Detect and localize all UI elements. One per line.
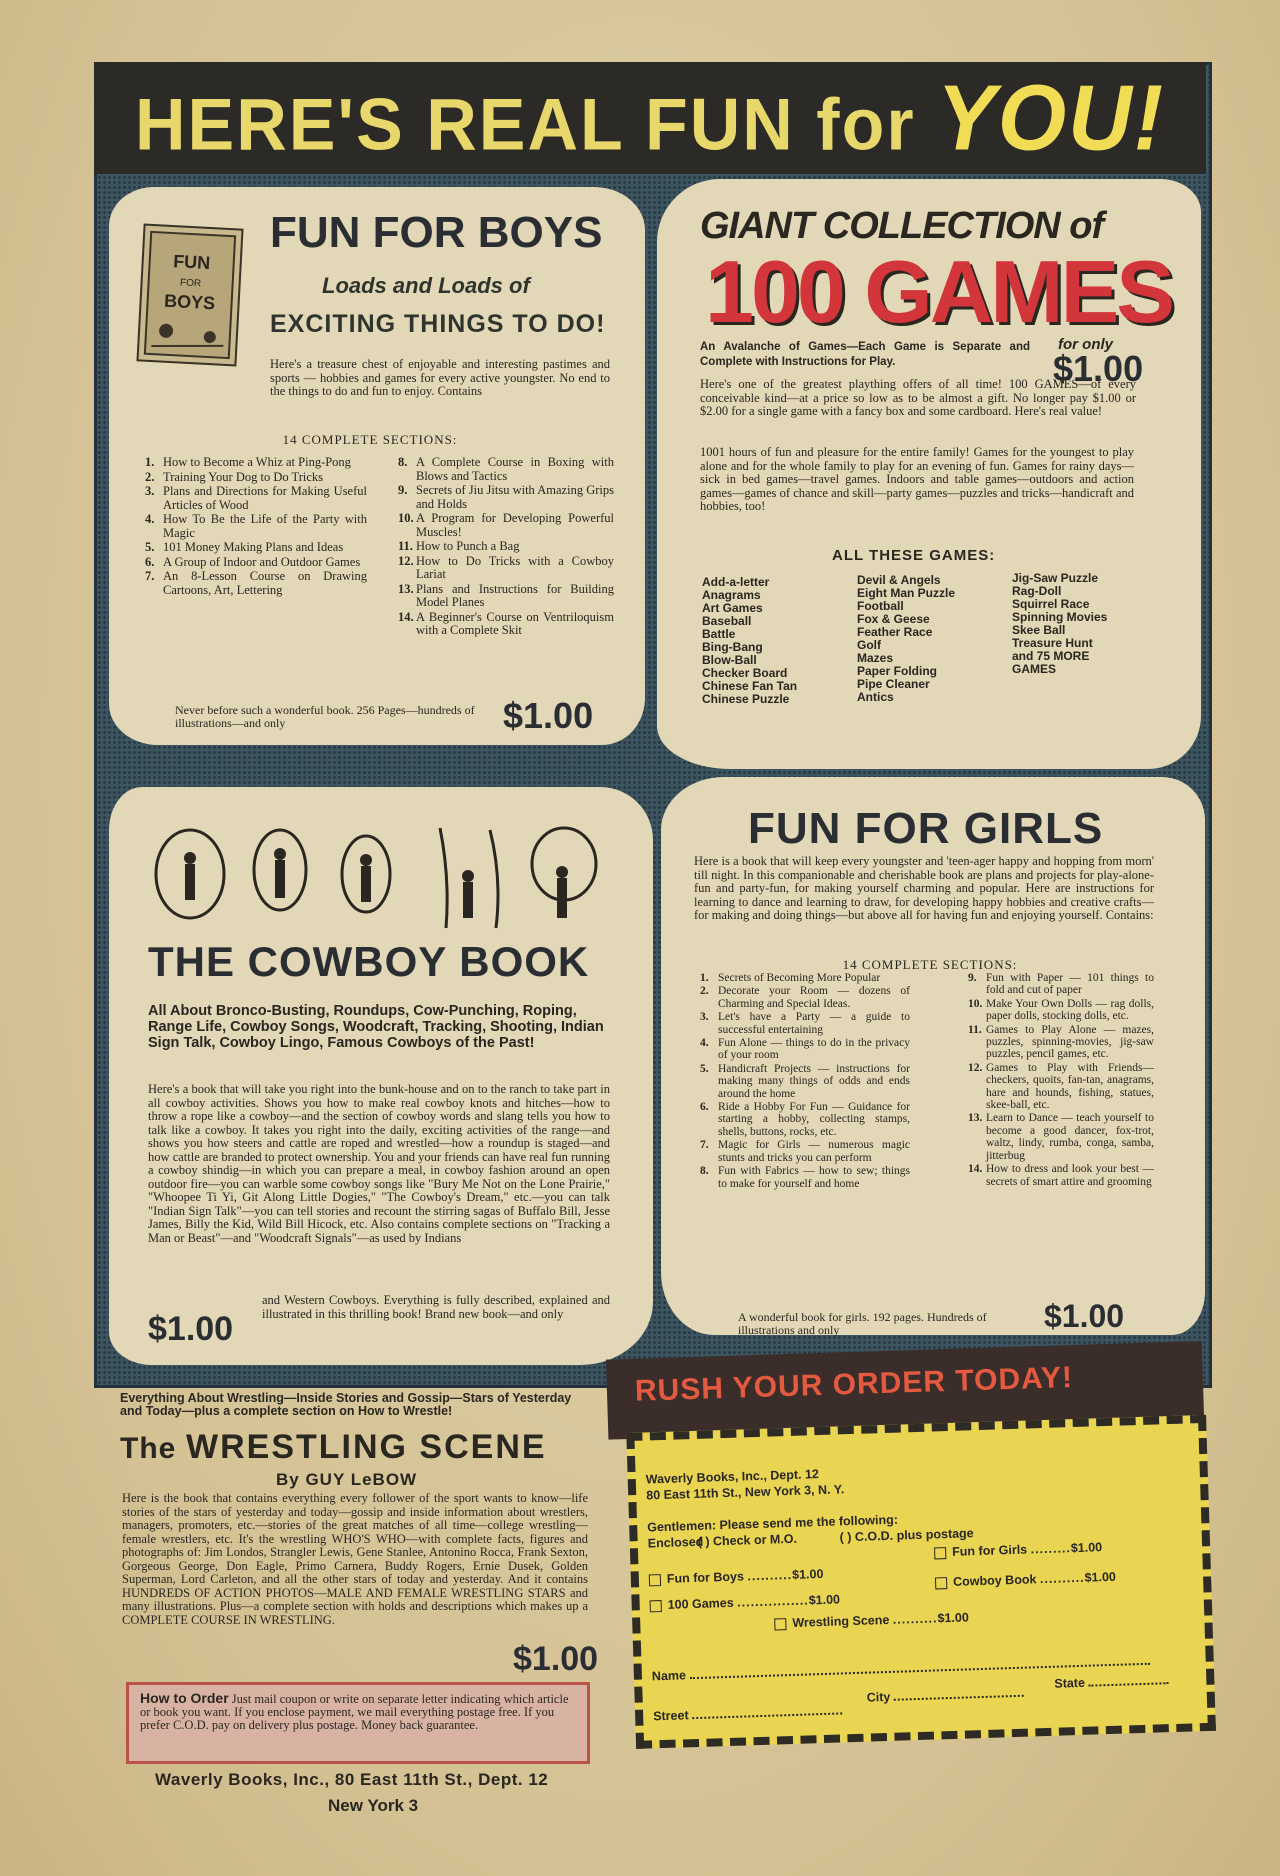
cowboy-book-label: Cowboy Book bbox=[952, 1572, 1037, 1589]
girls-section-item bbox=[700, 1139, 910, 1164]
wrestling-title-article: The bbox=[120, 1432, 177, 1465]
game-item: Antics bbox=[857, 690, 894, 704]
checkbox-icon[interactable] bbox=[934, 1547, 946, 1559]
svg-text:FUN: FUN bbox=[172, 251, 211, 273]
game-item: Paper Folding bbox=[857, 664, 938, 678]
girls-section-item bbox=[968, 972, 1154, 997]
game-item: Bing-Bang bbox=[702, 640, 763, 654]
list-text: Fun Alone — things to do in the privacy of your room bbox=[718, 1037, 910, 1062]
boys-section-item bbox=[398, 611, 614, 638]
list-number: 10. bbox=[968, 997, 983, 1010]
coupon-address-line2: 80 East 11th St., New York 3, N. Y. bbox=[646, 1482, 845, 1503]
game-item: Pipe Cleaner bbox=[857, 677, 930, 691]
list-text: A Program for Developing Powerful Muscles! bbox=[416, 511, 614, 539]
game-item: Golf bbox=[857, 638, 881, 652]
girls-section-item bbox=[700, 985, 910, 1010]
boys-section-item bbox=[398, 484, 614, 511]
wrestling-body: Here is the book that contains everything every follower of the sport wants to know—life stories of the stars of yesterday and today—gossip and inside information about wrestlers, managers, promoters, etc.—stories of the great matches of all time—college wrestling—female wrestlers, etc. It's the wrestling WHO'S WHO—with complete facts, figures and photographs of: Jim Londos, Strangler Lewis, Gene Stanlee, Antonino Rocca, Frank Sexton, Gorgeous George, Don Eagle, Primo Carnera, Buddy Rogers, Ernie Dusek, Golden Superman, Lord Carleton, and all the other stars of today and yesterday. And it contains HUNDREDS OF ACTION PHOTOS—MALE AND FEMALE WRESTLING STARS and many illustrations. Plus—a complete section with holds and descriptions which makes up a COMPLETE COURSE IN WRESTLING. bbox=[122, 1491, 588, 1627]
boys-section-item bbox=[145, 513, 367, 540]
wrestling-title: WRESTLING SCENE bbox=[186, 1428, 547, 1466]
girls-footer: A wonderful book for girls. 192 pages. Hundreds of illustrations and only bbox=[738, 1310, 987, 1337]
wrestling-lead: Everything About Wrestling—Inside Stories and Gossip—Stars of Yesterday and Today—plus a complete section on How to Wrestle! bbox=[120, 1391, 572, 1418]
game-item: Mazes bbox=[857, 651, 894, 665]
checkbox-icon[interactable] bbox=[774, 1618, 786, 1630]
girls-section-item bbox=[700, 1165, 910, 1190]
headline bbox=[135, 64, 1165, 171]
wrestling-price: $1.00 bbox=[513, 1640, 599, 1678]
list-text: Games to Play with Friends—checkers, quoits, fan-tan, anagrams, hare and hounds, fishing, statues, skee-ball, etc. bbox=[986, 1061, 1154, 1112]
game-item: Battle bbox=[702, 627, 736, 641]
boys-tagline: EXCITING THINGS TO DO! bbox=[270, 310, 606, 338]
list-number: 6. bbox=[700, 1101, 709, 1114]
girls-sections-list-1 bbox=[700, 972, 910, 1191]
games-title-main: 100 GAMES bbox=[705, 242, 1172, 341]
list-text: How to Punch a Bag bbox=[416, 539, 520, 553]
girls-section-item bbox=[700, 1101, 910, 1138]
girls-section-item bbox=[968, 1163, 1154, 1188]
list-number: 13. bbox=[398, 581, 414, 596]
list-text: How To Be the Life of the Party with Magic bbox=[163, 512, 367, 540]
game-item: Feather Race bbox=[857, 625, 933, 639]
list-text: Fun with Paper — 101 things to fold and cut of paper bbox=[986, 972, 1154, 997]
list-text: A Beginner's Course on Ventriloquism with a Complete Skit bbox=[416, 609, 614, 637]
book-cover-icon bbox=[136, 223, 243, 366]
girls-section-item bbox=[968, 1112, 1154, 1162]
game-item: Chinese Puzzle bbox=[702, 692, 790, 706]
fun-for-girls-price: $1.00 bbox=[1070, 1540, 1103, 1556]
boys-price: $1.00 bbox=[503, 695, 594, 736]
list-number: 10. bbox=[398, 511, 414, 525]
girls-title: FUN FOR GIRLS bbox=[748, 804, 1104, 853]
list-text: Training Your Dog to Do Tricks bbox=[163, 469, 323, 484]
list-text: Plans and Instructions for Building Model Planes bbox=[416, 581, 614, 609]
list-number: 3. bbox=[700, 1011, 709, 1024]
boys-section-item bbox=[145, 485, 367, 512]
boys-subtitle: Loads and Loads of bbox=[322, 273, 530, 298]
game-item: Baseball bbox=[702, 614, 752, 628]
game-item: Skee Ball bbox=[1012, 623, 1066, 637]
games-list-2 bbox=[857, 574, 1007, 704]
leader-dots: .......... bbox=[1039, 1570, 1085, 1587]
boys-section-item bbox=[398, 512, 614, 539]
list-number: 11. bbox=[398, 539, 413, 553]
list-text: How to dress and look your best — secrets of smart attire and grooming bbox=[986, 1163, 1154, 1188]
girls-section-item bbox=[700, 1011, 910, 1036]
list-text: Secrets of Jiu Jitsu with Amazing Grips and Holds bbox=[416, 483, 614, 511]
list-number: 12. bbox=[968, 1061, 983, 1074]
publisher-city: New York 3 bbox=[328, 1796, 419, 1815]
how-to-order-label: How to Order bbox=[140, 1690, 229, 1706]
game-item: Art Games bbox=[702, 601, 763, 615]
girls-intro: Here is a book that will keep every youngster and 'teen-ager happy and hopping from morn' till night. In this companionable and cherishable book are plans and projects for play-alone-fun and party-fun, for making yourself charming and popular. Here are instructions for learning to dance and learning to draw, for developing happy hobbies and creative crafts—for making and doing things—but above all for having fun and enjoying yourself. Contains: bbox=[694, 854, 1154, 922]
game-item: Devil & Angels bbox=[857, 573, 941, 587]
list-text: Decorate your Room — dozens of Charming and Special Ideas. bbox=[718, 985, 910, 1010]
boys-section-item bbox=[398, 540, 614, 554]
game-item: Chinese Fan Tan bbox=[702, 679, 798, 693]
checkbox-icon[interactable] bbox=[935, 1577, 947, 1589]
fun-for-boys-price: $1.00 bbox=[791, 1566, 824, 1582]
coupon-greeting: Gentlemen: Please send me the following: bbox=[647, 1512, 899, 1535]
list-text: A Group of Indoor and Outdoor Games bbox=[163, 554, 361, 569]
checkbox-icon[interactable] bbox=[649, 1574, 661, 1586]
list-number: 12. bbox=[398, 553, 414, 568]
list-text: A Complete Course in Boxing with Blows and Tactics bbox=[416, 455, 614, 483]
leader-dots: ......... bbox=[1030, 1541, 1072, 1557]
game-item: Treasure Hunt bbox=[1012, 636, 1093, 650]
games-list-heading: ALL THESE GAMES: bbox=[832, 547, 996, 564]
games-label: 100 Games bbox=[667, 1595, 734, 1612]
cowboy-body-end: and Western Cowboys. Everything is fully described, explained and illustrated in this thrilling book! Brand new book—and only bbox=[262, 1293, 610, 1321]
list-number: 3. bbox=[145, 484, 155, 498]
coupon-enclosed-label: Enclosed bbox=[647, 1534, 704, 1551]
list-number: 5. bbox=[145, 540, 155, 554]
list-number: 14. bbox=[968, 1163, 983, 1176]
how-to-order bbox=[140, 1692, 580, 1732]
list-number: 5. bbox=[700, 1062, 709, 1075]
boys-footer: Never before such a wonderful book. 256 Pages—hundreds of illustrations—and only bbox=[175, 703, 475, 730]
list-text: Let's have a Party — a guide to successful entertaining bbox=[718, 1011, 910, 1036]
cowboy-body: Here's a book that will take you right into the bunk-house and on to the ranch to take part in all cowboy activities. Shows you how to make real cowboy knots and hitches—how to throw a rope like a cowboy—and the section of cowboy words and slang tells you how to talk like a cowboy. It takes you right into the daily, exciting activities of the range—and shows you how steers and cattle are roped and wrestled—how a roundup is staged—and how cattle are branded to protect ownership. You and your friends can have real fun running a cowboy shindig—in which you can prepare a meal, in cowboy fashion around an open outdoor fire—you can warble some cowboy songs like "Bury Me Not on the Lone Prairie," "Whoopee Ti Yi, Git Along Little Dogies," "The Cowboy's Dream," etc.—you can talk "Indian Sign Talk"—you can tell stories and recount the stirring sagas of Buffalo Bill, Jesse James, Billy the Kid, Wild Bill Hicock, etc. Also contains complete sections on "Tracking a Man or Beast"—and "Woodcraft Signals"—as used by Indians bbox=[148, 1082, 610, 1245]
list-text: An 8-Lesson Course on Drawing Cartoons, Art, Lettering bbox=[163, 569, 367, 597]
game-item: Anagrams bbox=[702, 588, 761, 602]
list-number: 11. bbox=[968, 1023, 982, 1036]
list-number: 9. bbox=[398, 483, 408, 497]
fun-for-boys-label: Fun for Boys bbox=[666, 1569, 745, 1586]
boys-section-item bbox=[145, 556, 367, 570]
boys-section-item bbox=[398, 555, 614, 582]
list-number: 4. bbox=[700, 1037, 709, 1050]
boys-sections-list-2 bbox=[398, 456, 614, 639]
headline-accent: YOU! bbox=[937, 65, 1166, 170]
list-number: 8. bbox=[398, 455, 408, 469]
list-number: 9. bbox=[968, 972, 977, 984]
games-list-3 bbox=[1012, 572, 1152, 676]
publisher-address: Waverly Books, Inc., 80 East 11th St., Dept. 12 bbox=[155, 1770, 549, 1789]
boys-section-item bbox=[398, 583, 614, 610]
game-item: Squirrel Race bbox=[1012, 597, 1090, 611]
game-item: Checker Board bbox=[702, 666, 788, 680]
wrestling-scene-order-price: $1.00 bbox=[937, 1610, 969, 1626]
boys-section-item bbox=[145, 570, 367, 597]
boys-title: FUN FOR BOYS bbox=[270, 208, 603, 257]
girls-sections-list-2 bbox=[968, 972, 1154, 1189]
girls-section-item bbox=[968, 1062, 1154, 1112]
wrestling-author: By GUY LeBOW bbox=[276, 1470, 418, 1489]
leader-dots: .......... bbox=[892, 1611, 938, 1627]
list-number: 14. bbox=[398, 609, 414, 624]
list-number: 13. bbox=[968, 1112, 983, 1125]
games-order-price: $1.00 bbox=[808, 1592, 841, 1608]
boys-section-item bbox=[145, 541, 367, 555]
how-to-order-text: Just mail coupon or write on separate letter indicating which article or book you want. If you enclose payment, we mail everything postage free. If you prefer C.O.D. pay on delivery plus postage. Money back guarantee. bbox=[140, 1692, 569, 1732]
games-title-top: GIANT COLLECTION of bbox=[700, 205, 1104, 247]
boys-sections-list-1 bbox=[145, 456, 367, 598]
game-item: Jig-Saw Puzzle bbox=[1012, 571, 1099, 585]
girls-section-item bbox=[700, 972, 910, 984]
list-text: Handicraft Projects — instructions for making many things of odds and ends around the home bbox=[718, 1062, 910, 1100]
girls-section-item bbox=[968, 1024, 1154, 1061]
street-label: Street bbox=[652, 1708, 689, 1724]
headline-main: HERE'S REAL FUN for bbox=[134, 83, 916, 166]
list-number: 1. bbox=[145, 455, 155, 469]
games-description: 1001 hours of fun and pleasure for the entire family! Games for the youngest to play alone and for the whole family to play for an evening of fun. Games for rainy days—sick in bed games—travel games. Indoors and table games—outdoors and action games—games of chance and skill—party games—puzzles and tricks—handicraft and hobbies, too! bbox=[700, 445, 1134, 513]
boys-section-item bbox=[398, 456, 614, 483]
girls-price: $1.00 bbox=[1044, 1298, 1125, 1334]
name-label: Name bbox=[651, 1668, 687, 1684]
list-text: Make Your Own Dolls — rag dolls, paper dolls, stocking dolls, etc. bbox=[986, 997, 1154, 1023]
list-text: Fun with Fabrics — how to sew; things to make for yourself and home bbox=[718, 1165, 910, 1190]
game-item: GAMES bbox=[1012, 662, 1057, 676]
city-label: City bbox=[866, 1689, 891, 1705]
list-number: 2. bbox=[700, 985, 709, 998]
list-number: 6. bbox=[145, 554, 155, 569]
wrestling-scene-label: Wrestling Scene bbox=[792, 1612, 890, 1630]
headline-bar bbox=[94, 62, 1206, 174]
list-text: How to Do Tricks with a Cowboy Lariat bbox=[416, 553, 614, 581]
checkbox-icon[interactable] bbox=[650, 1600, 662, 1612]
coupon-header-text: RUSH YOUR ORDER TODAY! bbox=[634, 1361, 1074, 1408]
list-number: 1. bbox=[700, 972, 709, 984]
girls-section-item bbox=[968, 998, 1154, 1023]
game-item: and 75 MORE bbox=[1012, 649, 1090, 663]
cowboy-subtitle: All About Bronco-Busting, Roundups, Cow-Punching, Roping, Range Life, Cowboy Songs, Woodcraft, Tracking, Shooting, Indian Sign Talk, Cowboy Lingo, Famous Cowboys of the Past! bbox=[148, 1003, 604, 1051]
girls-section-item bbox=[700, 1037, 910, 1062]
girls-section-item bbox=[700, 1063, 910, 1100]
order-coupon bbox=[606, 1341, 1228, 1754]
fun-for-girls-label: Fun for Girls bbox=[951, 1542, 1028, 1559]
leader-dots: ................ bbox=[736, 1593, 809, 1610]
games-price: $1.00 bbox=[1053, 348, 1144, 389]
list-number: 7. bbox=[700, 1139, 709, 1152]
game-item: Spinning Movies bbox=[1012, 610, 1108, 624]
list-text: Magic for Girls — numerous magic stunts and tricks you can perform bbox=[718, 1139, 910, 1164]
list-text: 101 Money Making Plans and Ideas bbox=[163, 540, 344, 554]
list-text: Games to Play Alone — mazes, puzzles, spinning-movies, jig-saw puzzles, pencil games, etc. bbox=[986, 1023, 1154, 1061]
cowboy-book-order-price: $1.00 bbox=[1084, 1569, 1117, 1585]
games-intro: Here's one of the greatest plaything offers of all time! 100 GAMES—of every conceivable kind—at a price so low as to be almost a gift. No longer pay $1.00 or $2.00 for a single game with a fancy box and some cardboard. Here's real value! bbox=[700, 377, 1136, 418]
boys-intro: Here's a treasure chest of enjoyable and interesting pastimes and sports — hobbies and games for every active youngster. No end to the things to do and fun to enjoy. Contains bbox=[270, 357, 610, 398]
list-number: 7. bbox=[145, 569, 155, 583]
list-text: Secrets of Becoming More Popular bbox=[718, 972, 881, 984]
leader-dots: .......... bbox=[747, 1567, 793, 1584]
boys-section-item bbox=[145, 471, 367, 485]
list-text: How to Become a Whiz at Ping-Pong bbox=[163, 455, 351, 469]
svg-text:FOR: FOR bbox=[179, 277, 202, 290]
list-number: 8. bbox=[700, 1165, 709, 1178]
list-text: Plans and Directions for Making Useful Articles of Wood bbox=[163, 484, 367, 512]
state-line[interactable] bbox=[1088, 1672, 1168, 1687]
boys-section-item bbox=[145, 456, 367, 470]
games-list-1 bbox=[702, 576, 852, 706]
cowboy-title: THE COWBOY BOOK bbox=[148, 938, 590, 985]
list-text: Ride a Hobby For Fun — Guidance for starting a hobby, collecting stamps, shells, buttons, rocks, etc. bbox=[718, 1101, 910, 1138]
game-item: Football bbox=[857, 599, 904, 613]
girls-sections-heading: 14 COMPLETE SECTIONS: bbox=[842, 957, 1018, 972]
cowboy-price: $1.00 bbox=[148, 1310, 234, 1348]
payment-check-option[interactable]: ( ) Check or M.O. bbox=[697, 1531, 798, 1549]
games-lead-text: An Avalanche of Games—Each Game is Separate and Complete with Instructions for Play. bbox=[700, 341, 1030, 368]
state-label: State bbox=[1054, 1675, 1086, 1691]
cowboy-lasso-illustration bbox=[150, 818, 610, 930]
game-item: Blow-Ball bbox=[702, 653, 757, 667]
game-item: Eight Man Puzzle bbox=[857, 586, 956, 600]
games-for-only: for only bbox=[1058, 336, 1113, 353]
list-text: Learn to Dance — teach yourself to become a good dancer, fox-trot, waltz, lindy, rumba, conga, samba, jitterbug bbox=[986, 1112, 1154, 1162]
coupon-address-line1: Waverly Books, Inc., Dept. 12 bbox=[645, 1467, 820, 1487]
book-cover-art bbox=[139, 226, 242, 365]
list-number: 2. bbox=[145, 469, 155, 484]
game-item: Add-a-letter bbox=[702, 575, 770, 589]
list-number: 4. bbox=[145, 512, 155, 526]
game-item: Fox & Geese bbox=[857, 612, 930, 626]
game-item: Rag-Doll bbox=[1012, 584, 1062, 598]
payment-cod-option[interactable]: ( ) C.O.D. plus postage bbox=[839, 1526, 974, 1545]
svg-text:BOYS: BOYS bbox=[163, 290, 216, 314]
boys-sections-heading: 14 COMPLETE SECTIONS: bbox=[282, 432, 458, 447]
games-lead bbox=[700, 340, 1030, 369]
